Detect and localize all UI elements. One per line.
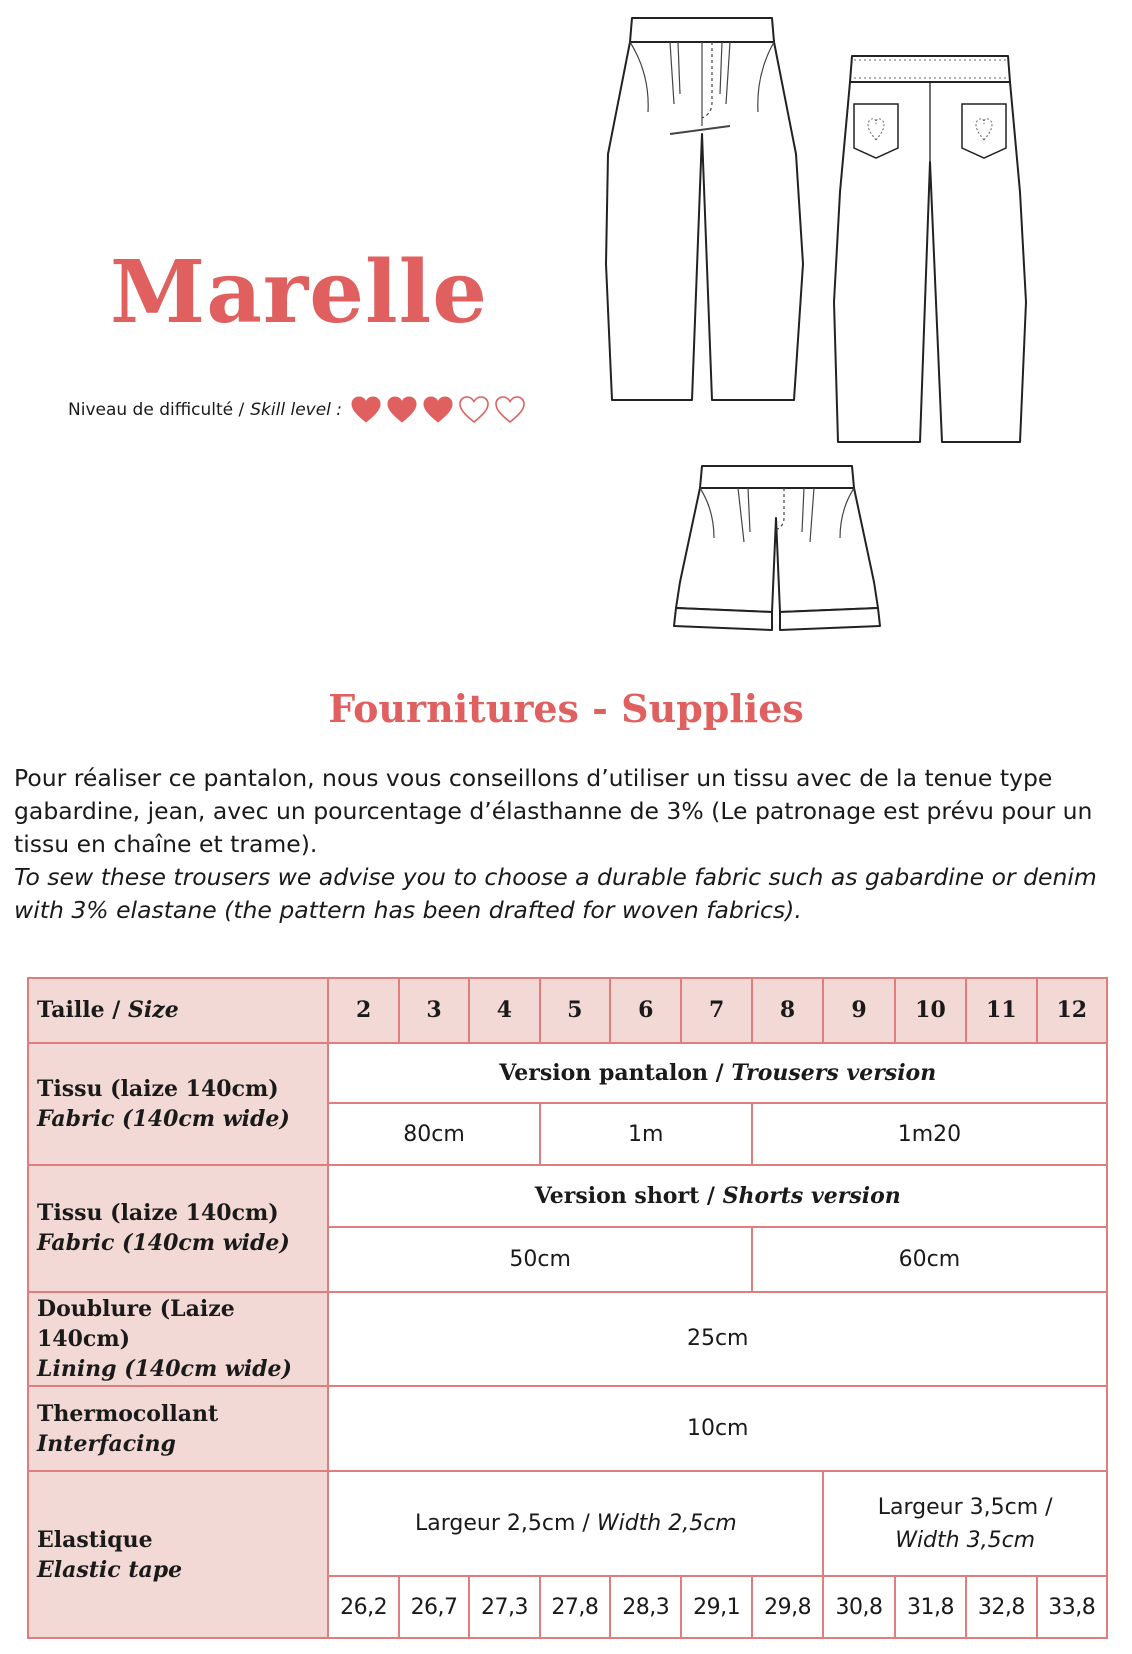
elastic-length-cell: 29,1	[681, 1576, 751, 1638]
size-cell: 10	[895, 978, 966, 1043]
shorts-version-en: Shorts version	[722, 1182, 901, 1209]
elastic-width2-fr: Largeur 3,5cm /	[877, 1494, 1053, 1520]
shorts-label-fr: Tissu (laize 140cm)	[37, 1200, 279, 1227]
shorts-fabric-label	[28, 1165, 328, 1291]
shorts-cuff-left	[674, 608, 772, 630]
shorts-version-heading	[328, 1165, 1107, 1227]
size-cell: 2	[328, 978, 398, 1043]
trousers-fabric-label	[28, 1043, 328, 1165]
size-label-fr: Taille /	[37, 997, 121, 1024]
interfacing-value: 10cm	[328, 1386, 1107, 1471]
elastic-length-cell: 32,8	[966, 1576, 1036, 1638]
trousers-value: 1m20	[752, 1103, 1107, 1165]
size-label	[28, 978, 328, 1043]
interfacing-label-en: Interfacing	[37, 1430, 176, 1457]
elastic-length-cell: 31,8	[895, 1576, 966, 1638]
interfacing-label-fr: Thermocollant	[37, 1400, 219, 1427]
elastic-length-cell: 29,8	[752, 1576, 823, 1638]
elastic-width-row	[28, 1471, 1107, 1576]
trousers-label-en: Fabric (140cm wide)	[37, 1105, 290, 1132]
elastic-width-large	[823, 1471, 1107, 1576]
trousers-back-drawing	[830, 52, 1030, 447]
lining-value: 25cm	[328, 1292, 1107, 1387]
shorts-label-en: Fabric (140cm wide)	[37, 1230, 290, 1257]
heart-empty-icon	[494, 395, 526, 425]
trousers-label-fr: Tissu (laize 140cm)	[37, 1075, 279, 1102]
shorts-cuff-right	[780, 608, 880, 630]
skill-label-en: Skill level :	[250, 400, 343, 420]
trousers-version-heading	[328, 1043, 1107, 1104]
shorts-version-fr: Version short /	[534, 1182, 715, 1209]
elastic-length-cell: 30,8	[823, 1576, 894, 1638]
section-title: Fournitures - Supplies	[328, 686, 804, 731]
skill-level	[68, 395, 530, 425]
elastic-length-cell: 27,3	[469, 1576, 539, 1638]
supplies-table	[27, 977, 1108, 1639]
shorts-value: 60cm	[752, 1227, 1107, 1292]
elastic-width1-fr: Largeur 2,5cm /	[415, 1511, 590, 1537]
size-cell: 8	[752, 978, 823, 1043]
elastic-length-cell: 26,7	[399, 1576, 469, 1638]
size-cell: 9	[823, 978, 894, 1043]
elastic-length-cell: 28,3	[610, 1576, 681, 1638]
shorts-drawing	[668, 462, 890, 634]
lining-label-en: Lining (140cm wide)	[37, 1355, 292, 1382]
elastic-length-cell: 27,8	[540, 1576, 610, 1638]
trousers-version-fr: Version pantalon /	[499, 1060, 724, 1087]
trousers-front-drawing	[600, 14, 805, 406]
size-label-en: Size	[127, 997, 179, 1024]
heart-filled-icon	[422, 395, 454, 425]
front-legs	[606, 42, 803, 400]
intro-fr: Pour réaliser ce pantalon, nous vous conseillons d’utiliser un tissu avec de la tenue type gabardine, jean, avec un pourcentage d’élasthanne de 3% (Le patronage est prévu pour un tissu en chaîne et trame).	[14, 764, 1093, 858]
size-cell: 4	[469, 978, 539, 1043]
intro-en: To sew these trousers we advise you to choose a durable fabric such as gabardine or denim with 3% elastane (the pattern has been drafted for woven fabrics).	[14, 863, 1097, 924]
trousers-version-row	[28, 1043, 1107, 1104]
elastic-width2-en: Width 3,5cm	[895, 1527, 1036, 1553]
heart-filled-icon	[350, 395, 382, 425]
lining-label	[28, 1292, 328, 1387]
shorts-legs	[676, 488, 878, 612]
shorts-waistband	[700, 466, 854, 488]
interfacing-row	[28, 1386, 1107, 1471]
pattern-title: Marelle	[110, 242, 489, 343]
lining-label-fr: Doublure (Laize 140cm)	[37, 1295, 235, 1352]
size-cell: 3	[399, 978, 469, 1043]
size-cell: 5	[540, 978, 610, 1043]
trousers-value: 80cm	[328, 1103, 539, 1165]
trousers-version-en: Trousers version	[731, 1060, 937, 1087]
elastic-length-cell: 33,8	[1037, 1576, 1107, 1638]
trousers-back-svg	[830, 52, 1030, 447]
shorts-svg	[668, 462, 890, 634]
shorts-value: 50cm	[328, 1227, 751, 1292]
heart-filled-icon	[386, 395, 418, 425]
front-waistband	[630, 18, 774, 42]
interfacing-label	[28, 1386, 328, 1471]
intro-text	[14, 762, 1124, 927]
shorts-version-row	[28, 1165, 1107, 1227]
size-cell: 12	[1037, 978, 1107, 1043]
size-cell: 11	[966, 978, 1036, 1043]
skill-label-fr: Niveau de difficulté /	[68, 400, 245, 420]
size-cell: 6	[610, 978, 681, 1043]
trousers-front-svg	[600, 14, 805, 406]
lining-row	[28, 1292, 1107, 1387]
skill-hearts	[350, 395, 530, 425]
elastic-label-fr: Elastique	[37, 1526, 153, 1553]
size-row	[28, 978, 1107, 1043]
elastic-width-small	[328, 1471, 823, 1576]
size-cell: 7	[681, 978, 751, 1043]
elastic-label-en: Elastic tape	[37, 1556, 183, 1583]
heart-empty-icon	[458, 395, 490, 425]
elastic-length-cell: 26,2	[328, 1576, 398, 1638]
elastic-width1-en: Width 2,5cm	[596, 1511, 737, 1537]
trousers-value: 1m	[540, 1103, 752, 1165]
elastic-label	[28, 1471, 328, 1638]
